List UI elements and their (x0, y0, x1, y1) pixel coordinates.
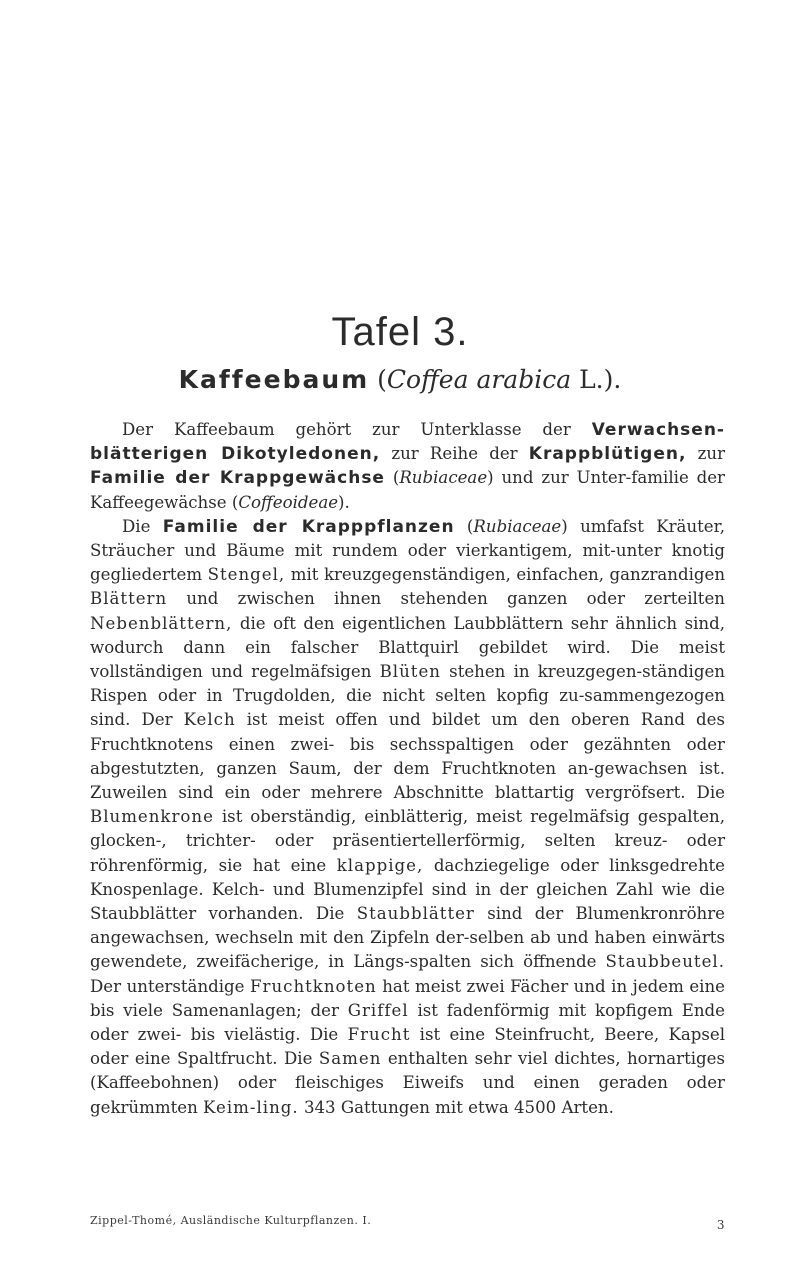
term-nebenblaetter: Nebenblättern, (90, 613, 233, 633)
term-staubblaetter: Staubblätter (356, 904, 475, 924)
text-run: Der unterständige (90, 976, 251, 996)
page-number: 3 (716, 1218, 725, 1232)
term-krappbluetige: Krappblütigen, (528, 444, 687, 465)
term-kelch: Kelch (183, 710, 236, 730)
text-run: dachziegelige oder linksgedrehte Knospenlage. Kelch- und Blumenzipfel sind in der gleichen Zahl wie die Staubblätter vorhanden. Die (90, 855, 725, 924)
subtitle-paren-open: ( (369, 365, 387, 394)
taxon-rubiaceae: Rubiaceae (399, 468, 488, 488)
term-blueten: Blüten (379, 662, 441, 682)
taxon-coffeoideae: Coffeoideae (238, 492, 339, 512)
text-run: ist meist offen und bildet um den oberen Rand des Fruchtknotens einen zwei- bis sechsspaltigen oder gezähnten oder abgestutzten, ganzen Saum, der dem Fruchtknoten an-gewachsen ist. Zuweilen sind ein oder mehrere Abschnitte blattartig vergröfsert. Die (90, 710, 726, 803)
text-run: ( (454, 516, 474, 536)
term-keimling: Keim-ling. (203, 1097, 299, 1117)
term-fruchtknoten: Fruchtknoten (250, 976, 377, 996)
author-abbrev: L.). (571, 365, 622, 394)
text-run: Die (122, 516, 163, 536)
scientific-name: Coffea arabica (386, 365, 572, 394)
text-run: zur (686, 444, 725, 464)
text-run: ist fadenförmig mit kopfigem Ende oder zwei- bis vielästig. Die (90, 1000, 725, 1045)
common-name: Kaffeebaum (178, 365, 370, 394)
term-blumenkrone: Blumenkrone (90, 807, 214, 827)
taxon-rubiaceae: Rubiaceae (473, 516, 562, 536)
imprint-line: Zippel-Thomé, Ausländische Kulturpflanzen. I. (90, 1214, 372, 1227)
term-familie-krapppflanzen: Familie der Krapppflanzen (162, 516, 455, 537)
term-verwachsenblaetterige-dikotyledonen: Verwachsen-blätterigen Dikotyledonen, (90, 420, 725, 465)
page-footer (90, 1214, 725, 1232)
term-klappige: klappige, (336, 855, 424, 875)
text-run: Der Kaffeebaum gehört zur Unterklasse der (122, 420, 592, 439)
text-run: ( (384, 468, 400, 488)
text-run: und zwischen ihnen stehenden ganzen oder zerteilten (167, 589, 725, 609)
term-familie-krappgewaechse: Familie der Krappgewächse (90, 468, 385, 489)
text-run: hat meist zwei Fächer und in jedem eine bis viele Samenanlagen; der (90, 976, 725, 1020)
term-samen: Samen (318, 1049, 382, 1069)
term-griffel: Griffel (347, 1000, 409, 1020)
text-run: sind der Blumenkronröhre angewachsen, wechseln mit den Zipfeln der-selben ab und haben einwärts gewendete, zweifächerige, in Längs-spalten sich öffnende (90, 904, 725, 972)
paragraph-family-description (90, 515, 725, 1120)
paragraph-classification (90, 418, 725, 515)
text-run: die oft den eigentlichen Laubblättern sehr ähnlich sind, wodurch dann ein falscher Blattquirl gebildet wird. Die meist vollständigen und regelmäfsigen (90, 613, 725, 682)
plate-subtitle (0, 365, 800, 394)
term-blaetter: Blättern (90, 589, 168, 609)
text-run: stehen in kreuzgegen-ständigen Rispen oder in Trugdolden, die nicht selten kopfig zu-sammengezogen sind. Der (90, 662, 725, 730)
body-text (90, 418, 725, 1120)
text-run: ist eine Steinfrucht, Beere, Kapsel oder eine Spaltfrucht. Die (90, 1025, 726, 1069)
plate-title: Tafel 3. (331, 310, 469, 354)
text-run: enthalten sehr viel dichtes, hornartiges (Kaffeebohnen) oder fleischiges Eiweifs und einen geraden oder gekrümmten (90, 1049, 725, 1117)
text-run: ist oberständig, einblätterig, meist regelmäfsig gespalten, glocken-, trichter- oder präsentiertellerförmig, selten kreuz- oder röhrenförmig, sie hat eine (90, 807, 725, 875)
text-run: mit kreuzgegenständigen, einfachen, ganzrandigen (285, 565, 726, 585)
term-stengel: Stengel, (207, 565, 286, 585)
term-frucht: Frucht (347, 1025, 411, 1045)
text-run: 343 Gattungen mit etwa 4500 Arten. (298, 1097, 614, 1117)
text-run: ) umfafst Kräuter, Sträucher und Bäume mit rundem oder vierkantigem, mit-unter knotig gegliedertem (90, 516, 726, 585)
term-staubbeutel: Staubbeutel. (605, 952, 725, 972)
text-run: ). (338, 492, 350, 512)
text-run: zur Reihe der (380, 444, 529, 464)
text-run: ) und zur Unter-familie der Kaffeegewächse ( (90, 468, 725, 512)
